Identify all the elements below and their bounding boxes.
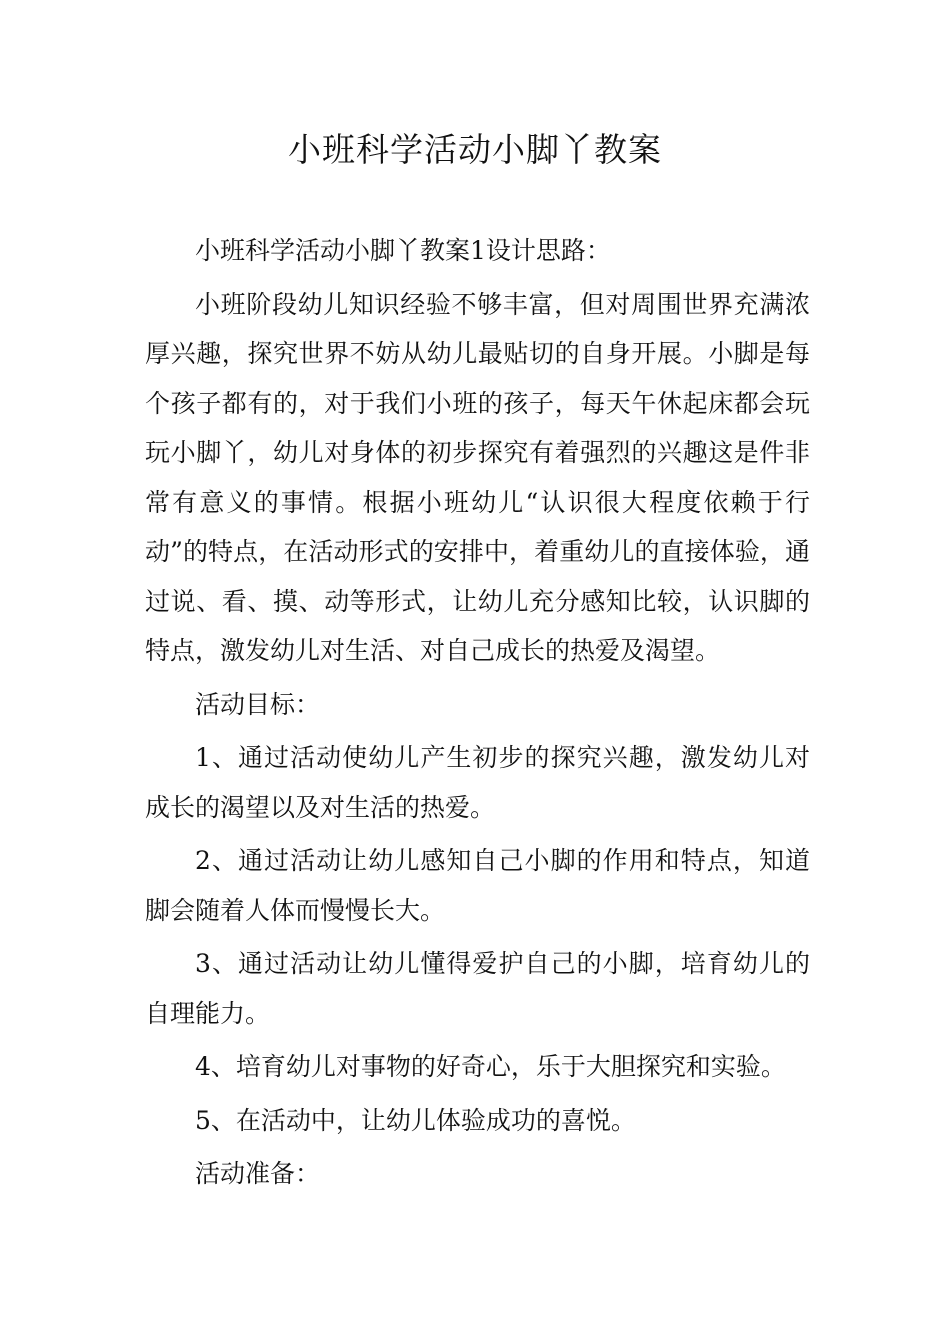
section-heading-goals: 活动目标： [195,689,321,719]
design-paragraph: 小班阶段幼儿知识经验不够丰富，但对周围世界充满浓厚兴趣，探究世界不妨从幼儿最贴切的自身开展。小脚是每个孩子都有的，对于我们小班的孩子，每天午休起床都会玩玩小脚丫，幼儿对身体的初步探究有着强烈的兴趣这是件非常有意义的事情。根据小班幼儿“认识很大程度依赖于行动”的特点，在活动形式的安排中，着重幼儿的直接体验，通过说、看、摸、动等形式，让幼儿充分感知比较，认识脚的特点，激发幼儿对生活、对自己成长的热爱及渴望。 [145,289,810,665]
goal-item-3: 3、通过活动让幼儿懂得爱护自己的小脚，培育幼儿的自理能力。 [145,949,810,1028]
goal-item-1: 1、通过活动使幼儿产生初步的探究兴趣，激发幼儿对成长的渴望以及对生活的热爱。 [145,743,810,822]
section-heading-preparation: 活动准备： [195,1159,321,1188]
document-body [145,226,810,1203]
document-title: 小班科学活动小脚丫教案 [288,130,662,169]
section-heading-design: 小班科学活动小脚丫教案1设计思路： [195,236,611,265]
goal-item-2: 2、通过活动让幼儿感知自己小脚的作用和特点，知道脚会随着人体而慢慢长大。 [145,846,810,925]
goal-item-4: 4、培育幼儿对事物的好奇心，乐于大胆探究和实验。 [195,1052,786,1081]
goal-item-5: 5、在活动中，让幼儿体验成功的喜悦。 [195,1105,636,1135]
